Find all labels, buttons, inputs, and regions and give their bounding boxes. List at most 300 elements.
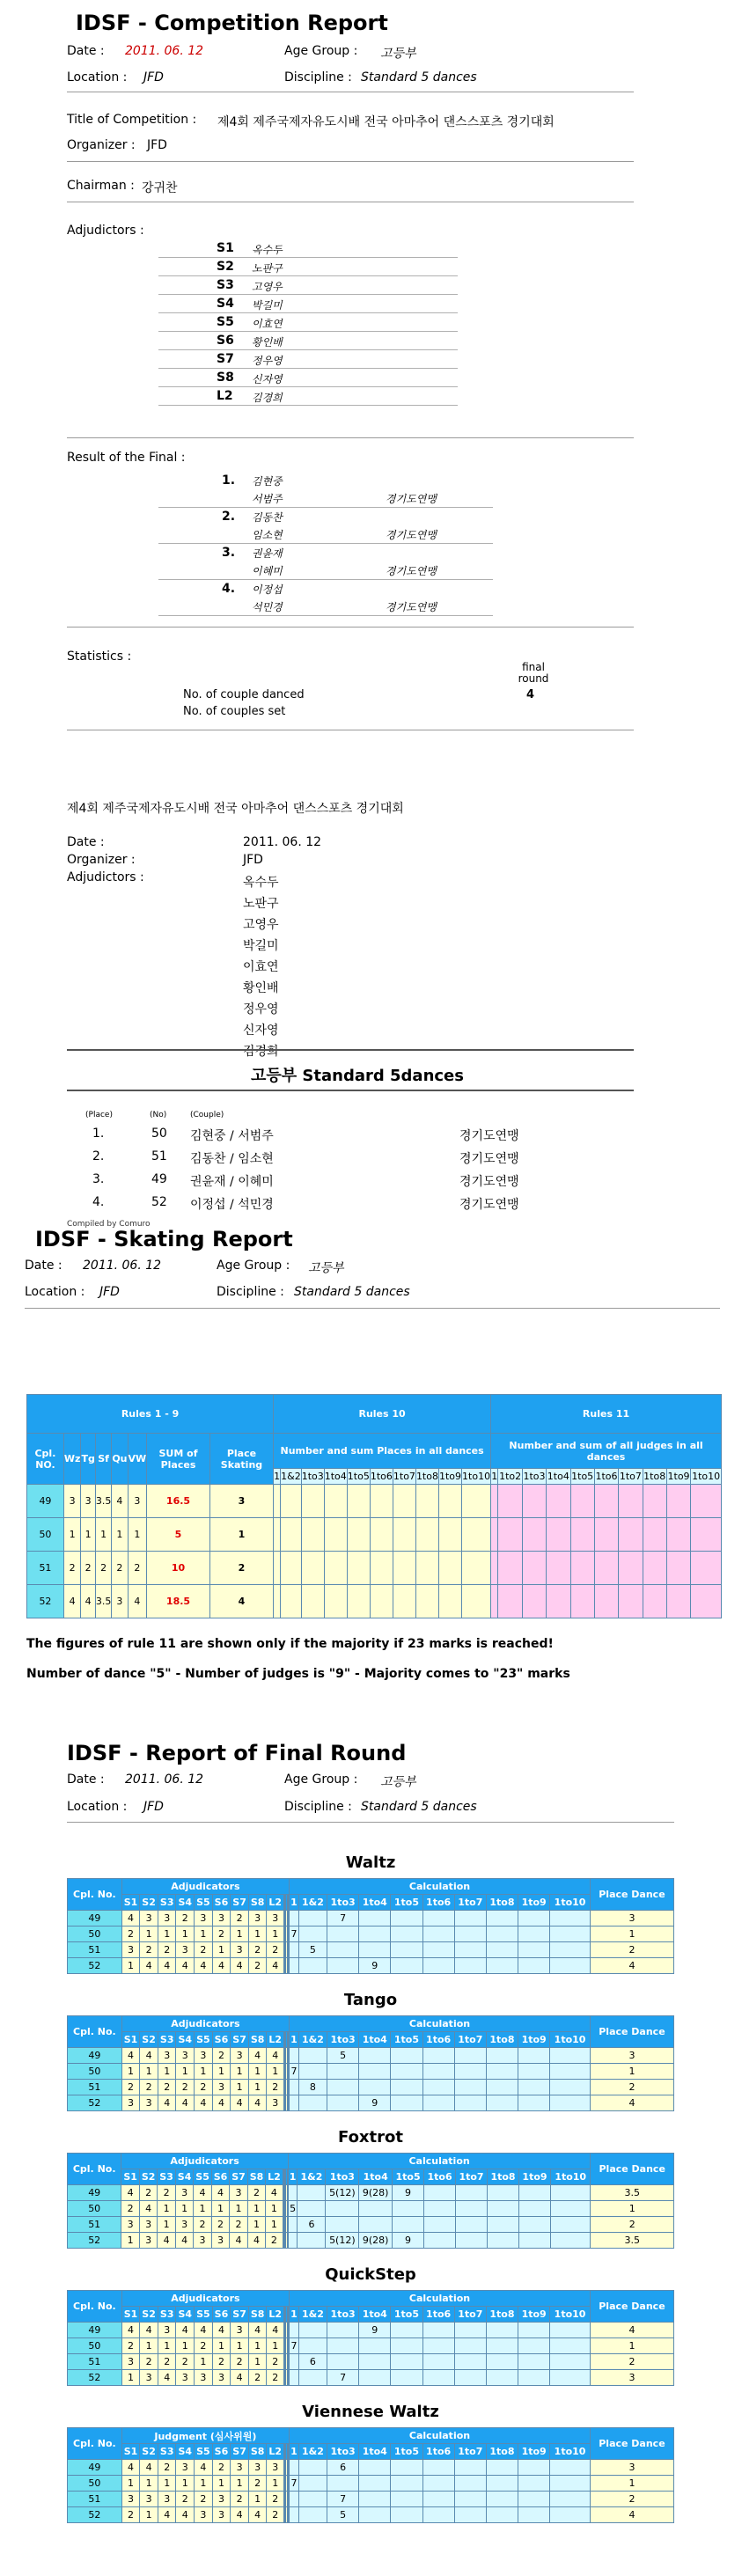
calc-col-header: 1to7	[454, 2307, 486, 2323]
cpl-number: 50	[68, 1926, 122, 1942]
calc-cell	[550, 2185, 590, 2201]
rule-10-cell	[347, 1552, 370, 1585]
rule-11-cell	[643, 1518, 666, 1552]
judge-header: S5	[195, 1895, 213, 1911]
calc-col-header: 1to5	[391, 2032, 422, 2048]
judge-mark: 2	[212, 2354, 231, 2370]
result-lady: 석민경	[252, 601, 283, 613]
judge-header: S1	[121, 1895, 140, 1911]
final-date-value: 2011. 06. 12	[125, 1772, 204, 1787]
judge-mark: 3	[212, 2080, 231, 2095]
skating-discipline-label: Discipline :	[217, 1285, 284, 1299]
rule-10-cell	[462, 1585, 491, 1618]
col-cpl-no: Cpl. No.	[68, 1879, 122, 1911]
calc-cell: 9	[393, 2233, 424, 2249]
skating-cell-no: 49	[27, 1485, 64, 1518]
calc-col-header: 1to6	[422, 1895, 454, 1911]
rule-10-cell	[415, 1585, 438, 1618]
skating-cell-tg: 1	[81, 1518, 95, 1552]
judge-mark: 1	[195, 2476, 213, 2492]
col-place-dance: Place Dance	[590, 1879, 673, 1911]
judge-mark: 2	[212, 2048, 231, 2064]
rule-10-cell	[281, 1552, 302, 1585]
calc-col-header: 1to5	[391, 2444, 422, 2460]
calc-cell	[359, 1926, 391, 1942]
calc-col-header: 1to9	[518, 2307, 550, 2323]
judge-header: S1	[121, 2444, 140, 2460]
calc-cell	[454, 2338, 486, 2354]
calc-cell	[298, 2048, 327, 2064]
calc-cell	[454, 1958, 486, 1974]
judge-mark: 3	[139, 2217, 157, 2233]
col-cpl-no: Cpl. No.	[68, 2428, 122, 2460]
judge-mark: 4	[158, 2507, 176, 2523]
calc-cell	[488, 2233, 519, 2249]
judge-mark: 1	[140, 2338, 158, 2354]
dance-row	[68, 1911, 674, 1926]
calc-cell	[359, 2476, 391, 2492]
skating-row	[27, 1518, 722, 1552]
calc-cell	[518, 2354, 550, 2370]
rule-10-cell	[438, 1485, 461, 1518]
rules-11-sub: Number and sum of all judges in all dances	[491, 1434, 722, 1469]
calc-cell	[422, 1926, 454, 1942]
judge-mark: 1	[212, 2064, 231, 2080]
rule-11-cell	[547, 1552, 570, 1585]
place-dance: 1	[590, 2338, 673, 2354]
place-dance: 4	[590, 2323, 673, 2338]
place-dance: 3	[590, 2048, 673, 2064]
col-no-header: (No)	[150, 1111, 167, 1119]
skating-cell-place: 4	[209, 1585, 273, 1618]
divider	[67, 1822, 674, 1823]
calc-cell	[518, 1926, 550, 1942]
judge-mark: 4	[140, 2323, 158, 2338]
judge-mark: 4	[121, 2323, 140, 2338]
rule-11-cell	[522, 1585, 546, 1618]
r10-col: 1to4	[324, 1469, 347, 1485]
calc-cell	[359, 2201, 393, 2217]
calc-cell	[518, 1942, 550, 1958]
judge-mark: 3	[176, 1942, 195, 1958]
calc-col-header: 1to5	[393, 2169, 424, 2185]
calc-cell	[550, 2233, 590, 2249]
calc-col-header: 1to9	[518, 2032, 550, 2048]
judge-mark: 1	[211, 2201, 229, 2217]
dance-row	[68, 2080, 674, 2095]
calc-cell	[519, 2201, 551, 2217]
skating-cell-no: 51	[27, 1552, 64, 1585]
rule-11-cell	[594, 1485, 618, 1518]
calc-cell	[422, 1958, 454, 1974]
skating-cell-no: 52	[27, 1585, 64, 1618]
calc-cell	[550, 2217, 590, 2233]
summary-club: 경기도연맹	[459, 1152, 519, 1166]
judge-mark: 4	[158, 1958, 176, 1974]
calc-cell	[298, 2064, 327, 2080]
rule-10-cell	[415, 1552, 438, 1585]
calc-cell	[488, 2185, 519, 2201]
col-adjudicators: Adjudicators	[121, 2291, 289, 2307]
result-man: 권윤재	[252, 547, 283, 560]
calc-cell	[290, 2507, 299, 2523]
judge-mark: 1	[158, 2476, 176, 2492]
judge-header: S4	[176, 2307, 195, 2323]
rules-11-header: Rules 11	[491, 1395, 722, 1434]
judge-mark: 1	[248, 2080, 267, 2095]
couples-set-value: 4	[526, 688, 535, 701]
judge-mark: 3	[176, 2370, 195, 2386]
adjudicator-name: 황인배	[252, 336, 283, 349]
calc-cell: 9	[359, 2095, 391, 2111]
calc-col-header: 1&2	[298, 2444, 327, 2460]
competition-report-title: IDSF - Competition Report	[76, 11, 388, 35]
calc-cell: 9	[393, 2185, 424, 2201]
calc-cell	[424, 2217, 456, 2233]
judge-mark: 3	[158, 2048, 176, 2064]
adjudicator-row	[158, 239, 458, 258]
summary-club: 경기도연맹	[459, 1198, 519, 1212]
calc-cell: 5	[298, 1942, 327, 1958]
calc-cell	[327, 2476, 359, 2492]
calc-cell	[422, 2354, 454, 2370]
rule-10-cell	[393, 1585, 415, 1618]
adjudicator-row	[158, 295, 458, 313]
judge-mark: 4	[140, 2048, 158, 2064]
judge-header: S2	[140, 2444, 158, 2460]
dance-row	[68, 1958, 674, 1974]
calc-cell	[290, 2095, 299, 2111]
majority-note: Number of dance "5" - Number of judges is "9" - Majority comes to "23" marks	[26, 1667, 570, 1681]
calc-cell	[298, 2201, 326, 2217]
summary-club: 경기도연맹	[459, 1175, 519, 1189]
judge-mark: 4	[158, 2233, 175, 2249]
cpl-number: 52	[68, 1958, 122, 1974]
result-final-label: Result of the Final :	[67, 451, 186, 465]
cpl-number: 51	[68, 2080, 122, 2095]
calc-cell: 7	[290, 2064, 299, 2080]
calc-cell	[359, 2217, 393, 2233]
rule-11-cell	[619, 1518, 643, 1552]
cpl-number: 50	[68, 2476, 122, 2492]
rule-10-cell	[370, 1585, 393, 1618]
col-adjudicators: Adjudicators	[121, 1879, 289, 1895]
judge-mark: 3	[121, 1942, 140, 1958]
judge-mark: 1	[248, 1926, 267, 1942]
calc-cell	[518, 2064, 550, 2080]
judge-mark: 4	[266, 2185, 283, 2201]
judge-mark: 1	[231, 2080, 249, 2095]
summary-adjudicator: 정우영	[243, 1002, 279, 1016]
calc-cell	[422, 2460, 454, 2476]
calc-cell	[550, 2095, 591, 2111]
skating-cell-qu: 3	[112, 1585, 128, 1618]
dance-row	[68, 2048, 674, 2064]
calc-col-header: 1to3	[327, 2032, 359, 2048]
calc-cell	[393, 2217, 424, 2233]
calc-cell	[422, 2507, 454, 2523]
chairman-label: Chairman :	[67, 179, 135, 193]
calc-cell	[327, 2338, 359, 2354]
place-dance: 4	[590, 1958, 673, 1974]
rule-10-cell	[370, 1485, 393, 1518]
skating-location-value: JFD	[99, 1285, 120, 1299]
calc-cell	[290, 1911, 299, 1926]
col-calculation: Calculation	[288, 2154, 591, 2169]
calc-cell	[298, 2492, 327, 2507]
skating-cell-vw: 1	[128, 1518, 147, 1552]
judge-mark: 1	[267, 2338, 283, 2354]
competition-title-label: Title of Competition :	[67, 113, 197, 127]
judge-mark: 1	[195, 1926, 213, 1942]
judge-mark: 1	[247, 2201, 265, 2217]
adjudicator-code: S7	[217, 352, 234, 366]
calc-col-header: 1to6	[422, 2444, 454, 2460]
calc-cell	[518, 2095, 550, 2111]
judge-mark: 3	[211, 2233, 229, 2249]
dance-row	[68, 2460, 674, 2476]
result-man: 김현중	[252, 475, 283, 488]
skating-cell-sum: 10	[147, 1552, 210, 1585]
skating-age-label: Age Group :	[217, 1259, 290, 1273]
discipline-label: Discipline :	[284, 70, 352, 84]
summary-club: 경기도연맹	[459, 1129, 519, 1143]
judge-mark: 1	[158, 2217, 175, 2233]
organizer-label: Organizer :	[67, 138, 136, 152]
summary-adjudicator-list	[243, 872, 279, 1062]
judge-header: S2	[140, 2032, 158, 2048]
dance-table-tango	[67, 2015, 674, 2111]
place-dance: 1	[591, 2201, 674, 2217]
summary-result-row	[0, 1149, 742, 1172]
calc-cell	[486, 2095, 518, 2111]
judge-mark: 1	[121, 2233, 139, 2249]
calc-cell	[327, 1942, 359, 1958]
calc-col-header: 1	[290, 2307, 299, 2323]
skating-cell-wz: 3	[63, 1485, 81, 1518]
skating-cell-vw: 4	[128, 1585, 147, 1618]
adjudicator-name: 신자영	[252, 373, 283, 385]
calc-col-header: 1to5	[391, 2307, 422, 2323]
summary-adjudicator: 김경희	[243, 1045, 279, 1059]
calc-cell	[391, 2492, 422, 2507]
judge-mark: 1	[176, 2338, 195, 2354]
judge-header: S7	[231, 2307, 249, 2323]
summary-result-row	[0, 1127, 742, 1149]
judge-mark: 4	[176, 2095, 195, 2111]
judge-header: S2	[140, 2307, 158, 2323]
calc-cell	[359, 2507, 391, 2523]
summary-couple: 김현중 / 서범주	[190, 1129, 274, 1143]
calc-col-header: 1to10	[550, 1895, 591, 1911]
organizer-value: JFD	[147, 138, 167, 152]
judge-mark: 2	[231, 2492, 249, 2507]
judge-mark: 2	[230, 2217, 247, 2233]
calc-cell	[550, 2476, 591, 2492]
calc-cell	[550, 2460, 591, 2476]
skating-table	[26, 1394, 722, 1618]
final-results	[158, 472, 493, 616]
judge-mark: 1	[176, 2476, 195, 2492]
rule-11-cell	[491, 1518, 498, 1552]
calc-cell	[454, 2476, 486, 2492]
calc-col-header: 1to8	[486, 2307, 518, 2323]
rule-11-cell	[547, 1485, 570, 1518]
dance-table-foxtrot	[67, 2153, 674, 2249]
calc-cell: 9	[359, 2323, 391, 2338]
judge-header: S4	[176, 2032, 195, 2048]
calc-col-header: 1&2	[298, 2169, 326, 2185]
col-calculation: Calculation	[290, 2016, 591, 2032]
cpl-number: 52	[68, 2233, 121, 2249]
dance-row	[68, 2507, 674, 2523]
calc-cell	[454, 2095, 486, 2111]
calc-cell: 7	[327, 1911, 359, 1926]
calc-col-header: 1to10	[550, 2444, 591, 2460]
judge-mark: 4	[175, 2233, 193, 2249]
judge-mark: 3	[231, 2323, 249, 2338]
calc-cell	[327, 2064, 359, 2080]
calc-cell	[327, 1926, 359, 1942]
final-date-label: Date :	[67, 1772, 105, 1787]
calc-cell	[359, 2064, 391, 2080]
judge-mark: 2	[158, 2080, 176, 2095]
calc-cell: 9(28)	[359, 2185, 393, 2201]
skating-row	[27, 1585, 722, 1618]
calc-col-header: 1&2	[298, 2032, 327, 2048]
summary-result-row	[0, 1195, 742, 1218]
rule-10-cell	[462, 1518, 491, 1552]
calc-cell: 8	[298, 2080, 327, 2095]
summary-adjudicator: 황인배	[243, 981, 279, 995]
location-value: JFD	[143, 70, 164, 84]
judge-mark: 3	[140, 1911, 158, 1926]
rule-10-cell	[462, 1485, 491, 1518]
adjudicator-list	[158, 239, 458, 406]
calc-cell	[518, 2460, 550, 2476]
judge-mark: 2	[158, 2354, 176, 2370]
calc-cell	[327, 2323, 359, 2338]
rule-11-cell	[547, 1585, 570, 1618]
judge-header: S3	[158, 1895, 176, 1911]
col-place-dance: Place Dance	[590, 2428, 673, 2460]
judge-mark: 1	[212, 1942, 231, 1958]
calc-col-header: 1to8	[486, 2444, 518, 2460]
judge-mark: 2	[267, 2370, 283, 2386]
r10-col: 1to10	[462, 1469, 491, 1485]
judge-header: S4	[175, 2169, 193, 2185]
judge-mark: 1	[140, 2507, 158, 2523]
calc-cell	[393, 2201, 424, 2217]
calc-cell	[288, 2185, 298, 2201]
judge-mark: 4	[248, 2095, 267, 2111]
skating-cell-sum: 16.5	[147, 1485, 210, 1518]
judge-header: L2	[267, 1895, 283, 1911]
calc-cell: 5(12)	[326, 2233, 359, 2249]
calc-col-header: 1to5	[391, 1895, 422, 1911]
r11-col: 1to4	[547, 1469, 570, 1485]
judge-header: S8	[248, 2307, 267, 2323]
calc-cell	[550, 2338, 591, 2354]
skating-row	[27, 1485, 722, 1518]
judge-mark: 2	[267, 1942, 283, 1958]
location-label: Location :	[67, 70, 128, 84]
judge-mark: 2	[176, 2354, 195, 2370]
calc-col-header: 1to3	[327, 1895, 359, 1911]
judge-mark: 2	[248, 2476, 267, 2492]
calc-cell	[290, 2354, 299, 2370]
calc-cell	[422, 2080, 454, 2095]
calc-cell	[550, 1958, 591, 1974]
result-row	[158, 580, 493, 616]
col-place-dance: Place Dance	[590, 2016, 673, 2048]
calc-cell	[424, 2185, 456, 2201]
rule-11-cell	[570, 1552, 594, 1585]
judge-mark: 3	[212, 2370, 231, 2386]
judge-header: S1	[121, 2307, 140, 2323]
judge-mark: 4	[121, 2185, 139, 2201]
summary-place: 1.	[92, 1127, 105, 1141]
calc-cell	[488, 2201, 519, 2217]
calc-cell	[298, 1958, 327, 1974]
skating-cell-wz: 4	[63, 1585, 81, 1618]
adjudicator-row	[158, 332, 458, 350]
calc-cell	[456, 2201, 488, 2217]
calc-col-header: 1to9	[518, 2444, 550, 2460]
judge-mark: 2	[194, 2217, 211, 2233]
calc-cell	[550, 2201, 590, 2217]
calc-cell	[391, 2507, 422, 2523]
calc-cell	[550, 1911, 591, 1926]
summary-couple: 김동찬 / 임소현	[190, 1152, 274, 1166]
adjudicator-code: S3	[217, 278, 234, 292]
judge-mark: 4	[212, 1958, 231, 1974]
judge-mark: 2	[176, 2080, 195, 2095]
calc-cell	[290, 1958, 299, 1974]
rule-11-cell	[666, 1485, 690, 1518]
judge-mark: 4	[176, 1958, 195, 1974]
calc-cell	[290, 2370, 299, 2386]
summary-date-label: Date :	[67, 835, 105, 849]
adjudicator-row	[158, 350, 458, 369]
calc-cell	[519, 2185, 551, 2201]
calc-col-header: 1	[290, 2032, 299, 2048]
rule-11-cell	[691, 1518, 722, 1552]
judge-mark: 3	[195, 2370, 213, 2386]
judge-mark: 4	[121, 1911, 140, 1926]
calc-cell	[486, 2460, 518, 2476]
dance-title: QuickStep	[325, 2265, 416, 2284]
col-tg: Tg	[81, 1434, 95, 1485]
calc-cell	[391, 2338, 422, 2354]
rule-11-cell	[498, 1552, 522, 1585]
calc-cell	[298, 1911, 327, 1926]
judge-mark: 3	[121, 2217, 139, 2233]
result-row	[158, 472, 493, 508]
rules-10-sub: Number and sum Places in all dances	[274, 1434, 491, 1469]
rule-11-cell	[691, 1485, 722, 1518]
calc-cell	[359, 2080, 391, 2095]
calc-cell: 5	[327, 2507, 359, 2523]
rule-10-cell	[415, 1485, 438, 1518]
cpl-number: 51	[68, 2492, 122, 2507]
calc-cell	[518, 2507, 550, 2523]
place-dance: 3	[590, 2370, 673, 2386]
dance-row	[68, 2476, 674, 2492]
dance-table-quickstep	[67, 2290, 674, 2386]
calc-cell	[422, 2338, 454, 2354]
r11-col: 1to9	[666, 1469, 690, 1485]
